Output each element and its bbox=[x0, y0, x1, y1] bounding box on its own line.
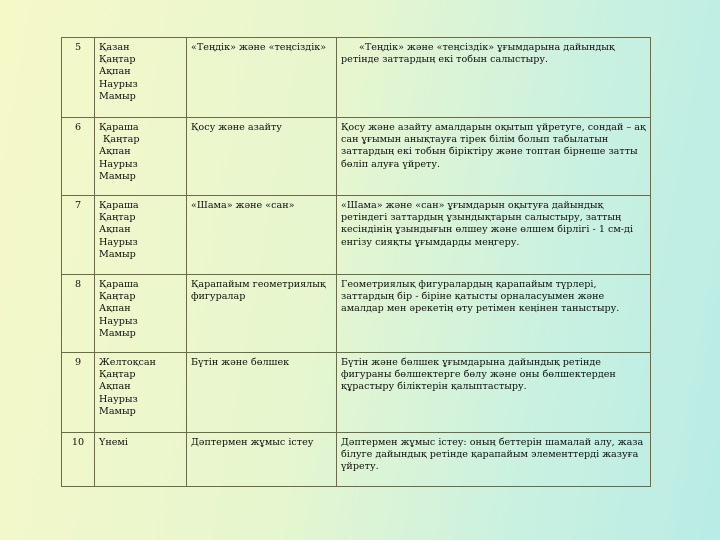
topic-cell: Дәптермен жұмыс істеу bbox=[187, 433, 337, 487]
row-number: 8 bbox=[62, 275, 95, 353]
months-cell bbox=[95, 353, 187, 433]
month: Қазан bbox=[99, 42, 130, 53]
month: Мамыр bbox=[99, 170, 136, 182]
topic-cell: Қосу және азайту bbox=[187, 118, 337, 196]
month: Қаңтар bbox=[99, 54, 136, 66]
curriculum-table bbox=[61, 37, 651, 487]
topic-cell: «Шама» және «сан» bbox=[187, 196, 337, 275]
table-row bbox=[62, 196, 651, 275]
description-cell: Геометриялық фигуралардың қарапайым түрлері, заттардың бір - біріне қатысты орналасуымен және амалдар мен әрекетің өту ретімен кеңінен таныстыру. bbox=[337, 275, 651, 353]
months-cell bbox=[95, 275, 187, 353]
description-cell: Бүтін және бөлшек ұғымдарына дайындық ретінде фигураны бөлшектерге бөлу және оны бөлшектерден құрастыру біліктерін қалыптастыру. bbox=[337, 353, 651, 433]
row-number: 9 bbox=[62, 353, 95, 433]
month: Қараша bbox=[99, 200, 139, 211]
row-number: 5 bbox=[62, 38, 95, 118]
month: Наурыз bbox=[99, 315, 138, 327]
months-cell bbox=[95, 118, 187, 196]
month: Наурыз bbox=[99, 393, 138, 405]
months-cell bbox=[95, 196, 187, 275]
table-row bbox=[62, 118, 651, 196]
month: Мамыр bbox=[99, 327, 136, 339]
month: Наурыз bbox=[99, 158, 138, 170]
topic-cell: «Теңдік» және «теңсіздік» bbox=[187, 38, 337, 118]
month: Қаңтар bbox=[99, 212, 136, 224]
month: Қараша bbox=[99, 122, 139, 133]
topic-cell: Қарапайым геометриялық фигуралар bbox=[187, 275, 337, 353]
month: Қаңтар bbox=[99, 291, 136, 303]
months-cell bbox=[95, 38, 187, 118]
table-row bbox=[62, 433, 651, 487]
month: Ақпан bbox=[99, 146, 131, 158]
month: Үнемі bbox=[99, 437, 128, 448]
month: Қараша bbox=[99, 279, 139, 290]
month: Мамыр bbox=[99, 405, 136, 417]
month: Наурыз bbox=[99, 78, 138, 90]
month: Мамыр bbox=[99, 248, 136, 260]
months-cell bbox=[95, 433, 187, 487]
month: Қаңтар bbox=[103, 134, 140, 146]
description-cell: «Теңдік» және «теңсіздік» ұғымдарына дайындық ретінде заттардың екі тобын салыстыру. bbox=[337, 38, 651, 118]
table-row bbox=[62, 275, 651, 353]
month: Мамыр bbox=[99, 90, 136, 102]
topic-cell: Бүтін және бөлшек bbox=[187, 353, 337, 433]
description-cell: Дәптермен жұмыс істеу: оның беттерін шамалай алу, жаза білуге дайындық ретінде қарапайым элементтерді жазуға үйрету. bbox=[337, 433, 651, 487]
row-number: 10 bbox=[62, 433, 95, 487]
month: Ақпан bbox=[99, 224, 131, 236]
month: Ақпан bbox=[99, 303, 131, 315]
row-number: 7 bbox=[62, 196, 95, 275]
month: Ақпан bbox=[99, 381, 131, 393]
table-row bbox=[62, 38, 651, 118]
table-row bbox=[62, 353, 651, 433]
month: Желтоқсан bbox=[99, 357, 156, 368]
description-cell: Қосу және азайту амалдарын оқытып үйретуге, сондай – ақ сан ұғымын анықтауға тірек білім болып табылатын заттардың екі тобын біріктіру және топтан бірнеше затты бөліп алуға үйрету. bbox=[337, 118, 651, 196]
month: Наурыз bbox=[99, 236, 138, 248]
month: Қаңтар bbox=[99, 369, 136, 381]
month: Ақпан bbox=[99, 66, 131, 78]
row-number: 6 bbox=[62, 118, 95, 196]
description-cell: «Шама» және «сан» ұғымдарын оқытуға дайындық ретіндегі заттардың ұзындықтарын салыстыру, заттың кесіндінің ұзындығын өлшеу және өлшем бірлігі - 1 см-ді енгізу сияқты ұғымдарды меңгеру. bbox=[337, 196, 651, 275]
